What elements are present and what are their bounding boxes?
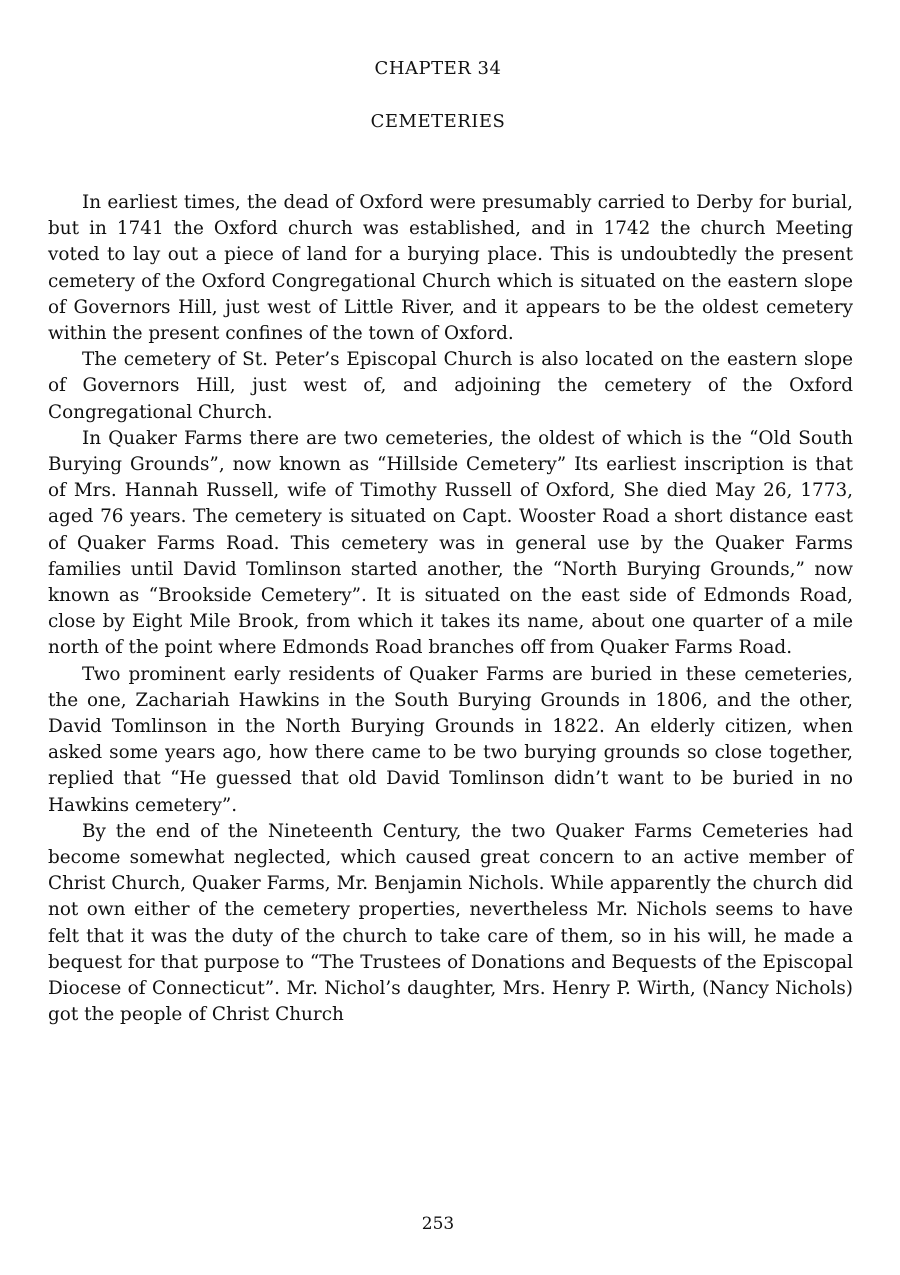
page-number: 253 — [421, 1214, 455, 1234]
body-text — [48, 190, 853, 1029]
paragraph-3: In Quaker Farms there are two cemeteries, the oldest of which is the “Old South Burying Grounds”, now known as “Hillside Cemetery” Its earliest inscription is that of Mrs. Hannah Russell, wife of Timothy Russell of Oxford, She died May 26, 1773, aged 76 years. The cemetery is situated on Capt. Wooster Road a short distance east of Quaker Farms Road. This cemetery was in general use by the Quaker Farms families until David Tomlinson started another, the “North Burying Grounds,” now known as “Brookside Cemetery”. It is situated on the east side of Edmonds Road, close by Eight Mile Brook, from which it takes its name, about one quarter of a mile north of the point where Edmonds Road branches off from Quaker Farms Road. — [48, 427, 853, 659]
chapter-heading: CHAPTER 34 — [374, 58, 502, 79]
paragraph-2: The cemetery of St. Peter’s Episcopal Church is also located on the eastern slope of Governors Hill, just west of, and adjoining the cemetery of the Oxford Congregational Church. — [48, 349, 853, 423]
paragraph-4: Two prominent early residents of Quaker Farms are buried in these cemeteries, the one, Zachariah Hawkins in the South Burying Grounds in 1806, and the other, David Tomlinson in the North Burying Grounds in 1822. An elderly citizen, when asked some years ago, how there came to be two burying grounds so close together, replied that “He guessed that old David Tomlinson didn’t want to be buried in no Hawkins cemetery”. — [48, 663, 853, 816]
paragraph-1: In earliest times, the dead of Oxford were presumably carried to Derby for burial, but in 1741 the Oxford church was established, and in 1742 the church Meeting voted to lay out a piece of land for a burying place. This is undoubtedly the present cemetery of the Oxford Congregational Church which is situated on the eastern slope of Governors Hill, just west of Little River, and it appears to be the oldest cemetery within the present confines of the town of Oxford. — [48, 192, 853, 345]
paragraph-5: By the end of the Nineteenth Century, the two Quaker Farms Cemeteries had become somewhat neglected, which caused great concern to an active member of Christ Church, Quaker Farms, Mr. Benjamin Nichols. While apparently the church did not own either of the cemetery properties, nevertheless Mr. Nichols seems to have felt that it was the duty of the church to take care of them, so in his will, he made a bequest for that purpose to “The Trustees of Donations and Bequests of the Episcopal Diocese of Connecticut”. Mr. Nichol’s daughter, Mrs. Henry P. Wirth, (Nancy Nichols) got the people of Christ Church — [48, 820, 853, 1026]
section-title: CEMETERIES — [370, 111, 506, 132]
